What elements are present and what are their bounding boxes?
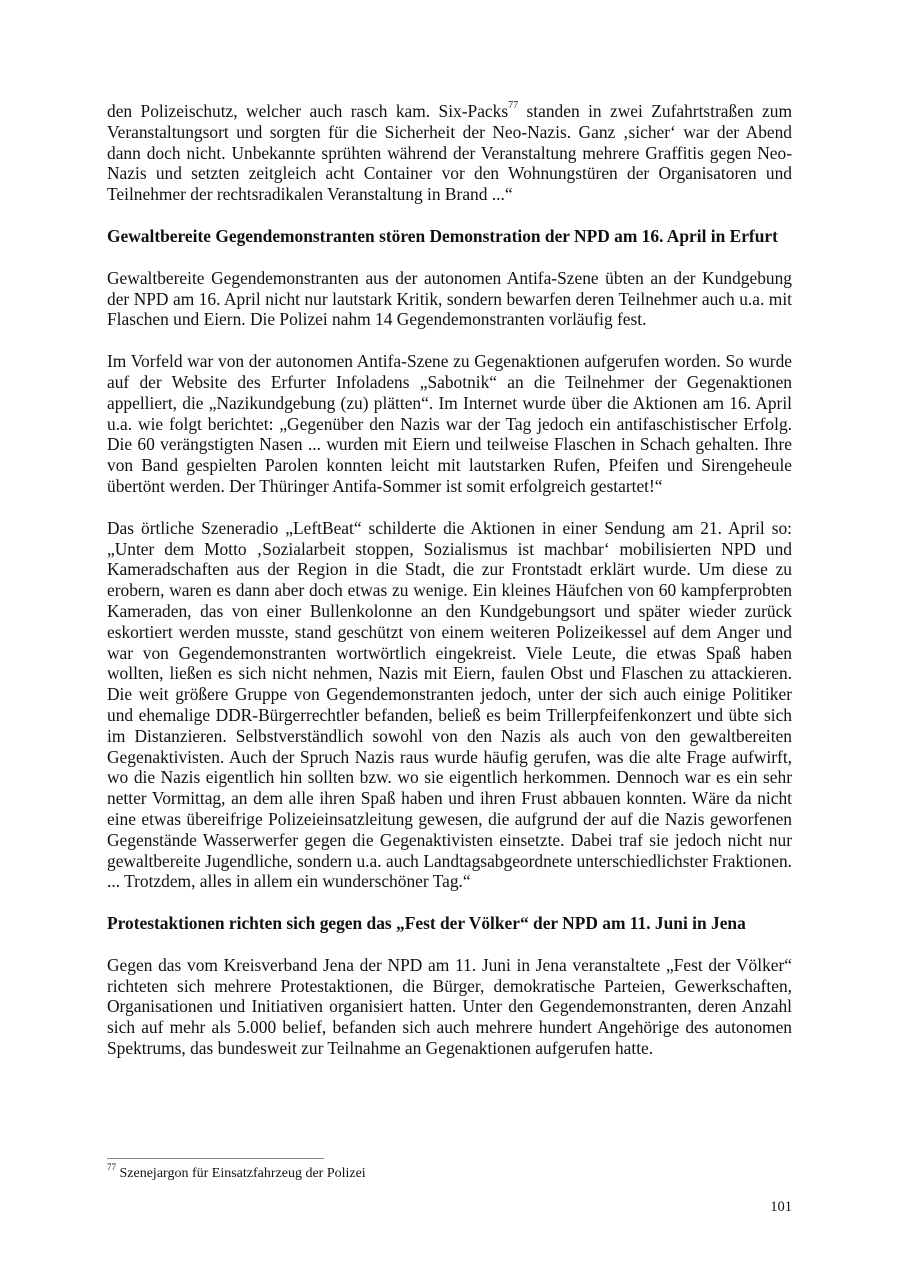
paragraph-continued: [107, 101, 792, 205]
page-number: 101: [770, 1199, 792, 1215]
footnote-text: Szenejargon für Einsatzfahrzeug der Polizei: [116, 1166, 366, 1181]
paragraph-text: den Polizeischutz, welcher auch rasch kam. Six-Packs: [107, 101, 509, 121]
paragraph-text: standen in zwei Zufahrtstraßen zum Veranstaltungsort und sorgten für die Sicherheit der Neo-Nazis. Ganz ‚sicher‘ war der Abend dann doch nicht. Unbekannte sprühten während der Veranstaltung mehrere Graffitis gegen Neo-Nazis und setzten zeitgleich acht Container vor den Wohnungstüren der Organisatoren und Teilnehmer der rechtsradikalen Veranstaltung in Brand ...“: [107, 101, 792, 205]
paragraph-leftbeat-quote: Das örtliche Szeneradio „LeftBeat“ schilderte die Aktionen in einer Sendung am 21. April so: „Unter dem Motto ‚Sozialarbeit stoppen, Sozialismus ist machbar‘ mobilisierten NPD und Kameradschaften aus der Region in die Stadt, die zur Frontstadt erklärt wurde. Um diese zu erobern, waren es dann aber doch etwas zu wenige. Ein kleines Häufchen von 60 kampferprobten Kameraden, das von einer Bullenkolonne an den Kundgebungsort und später wieder zurück eskortiert werden musste, stand geschützt von einem weiteren Polizeikessel auf dem Anger und war von Gegendemonstranten wortwörtlich eingekreist. Viele Leute, die etwas Spaß haben wollten, ließen es sich nicht nehmen, Nazis mit Eiern, faulen Obst und Flaschen zu attackieren. Die weit größere Gruppe von Gegendemonstranten jedoch, unter der sich auch einige Politiker und ehemalige DDR-Bürgerrechtler befanden, beließ es beim Trillerpfeifenkonzert und übte sich im Distanzieren. Selbstverständlich sowohl von den Nazis als auch von den gewaltbereiten Gegenaktivisten. Auch der Spruch Nazis raus wurde häufig gerufen, was die alte Frage aufwirft, wo die Nazis eigentlich hin sollten bzw. wo sie eigentlich herkommen. Dennoch war es ein sehr netter Vormittag, an dem alle ihren Spaß haben und ihren Frust abbauen konnten. Wäre da nicht eine etwas übereifrige Polizeieinsatzleitung gewesen, die aufgrund der auf die Nazis geworfenen Gegenstände Wasserwerfer gegen die Gegenaktivisten einsetzte. Dabei traf sie jedoch nicht nur gewaltbereite Jugendliche, sondern u.a. auch Landtagsabgeordnete unterschiedlichster Fraktionen. ... Trotzdem, alles in allem ein wunderschöner Tag.“: [107, 517, 792, 892]
page-body: [107, 101, 792, 1059]
footnote-reference[interactable]: 77: [508, 100, 519, 112]
section-heading-erfurt: Gewaltbereite Gegendemonstranten stören Demonstration der NPD am 16. April in Erfurt: [107, 225, 778, 246]
section-heading-jena: Protestaktionen richten sich gegen das „Fest der Völker“ der NPD am 11. Juni in Jena: [107, 913, 746, 934]
paragraph-jena-protests: Gegen das vom Kreisverband Jena der NPD am 11. Juni in Jena veranstaltete „Fest der Völker“ richteten sich mehrere Protestaktionen, die Bürger, demokratische Parteien, Gewerkschaften, Organisationen und Initiativen organisiert hatten. Unter den Gegendemonstranten, deren Anzahl sich auf mehr als 5.000 belief, befanden sich auch mehrere hundert Angehörige des autonomen Spektrums, das bundesweit zur Teilnahme an Gegenaktionen aufgerufen hatte.: [107, 954, 792, 1059]
footnote-separator: [107, 1158, 324, 1159]
footnote-number: 77: [107, 1162, 116, 1173]
paragraph-erfurt-preparation: Im Vorfeld war von der autonomen Antifa-Szene zu Gegenaktionen aufgerufen worden. So wurde auf der Website des Erfurter Infoladens „Sabotnik“ an die Teilnehmer der Gegenaktionen appelliert, die „Nazikundgebung (zu) plätten“. Im Internet wurde über die Aktionen am 16. April u.a. wie folgt berichtet: „Gegenüber den Nazis war der Tag jedoch ein antifaschistischer Erfolg. Die 60 verängstigten Nasen ... wurden mit Eiern und teilweise Flaschen in Schach gehalten. Ihre von Band gespielten Parolen konnten leicht mit lautstarken Rufen, Pfeifen und Sirengeheule übertönt werden. Der Thüringer Antifa-Sommer ist somit erfolgreich gestartet!“: [107, 351, 792, 496]
footnote: [107, 1162, 792, 1182]
paragraph-erfurt-summary: Gewaltbereite Gegendemonstranten aus der autonomen Antifa-Szene übten an der Kundgebung der NPD am 16. April nicht nur lautstark Kritik, sondern bewarfen deren Teilnehmer auch u.a. mit Flaschen und Eiern. Die Polizei nahm 14 Gegendemonstranten vorläufig fest.: [107, 267, 792, 330]
